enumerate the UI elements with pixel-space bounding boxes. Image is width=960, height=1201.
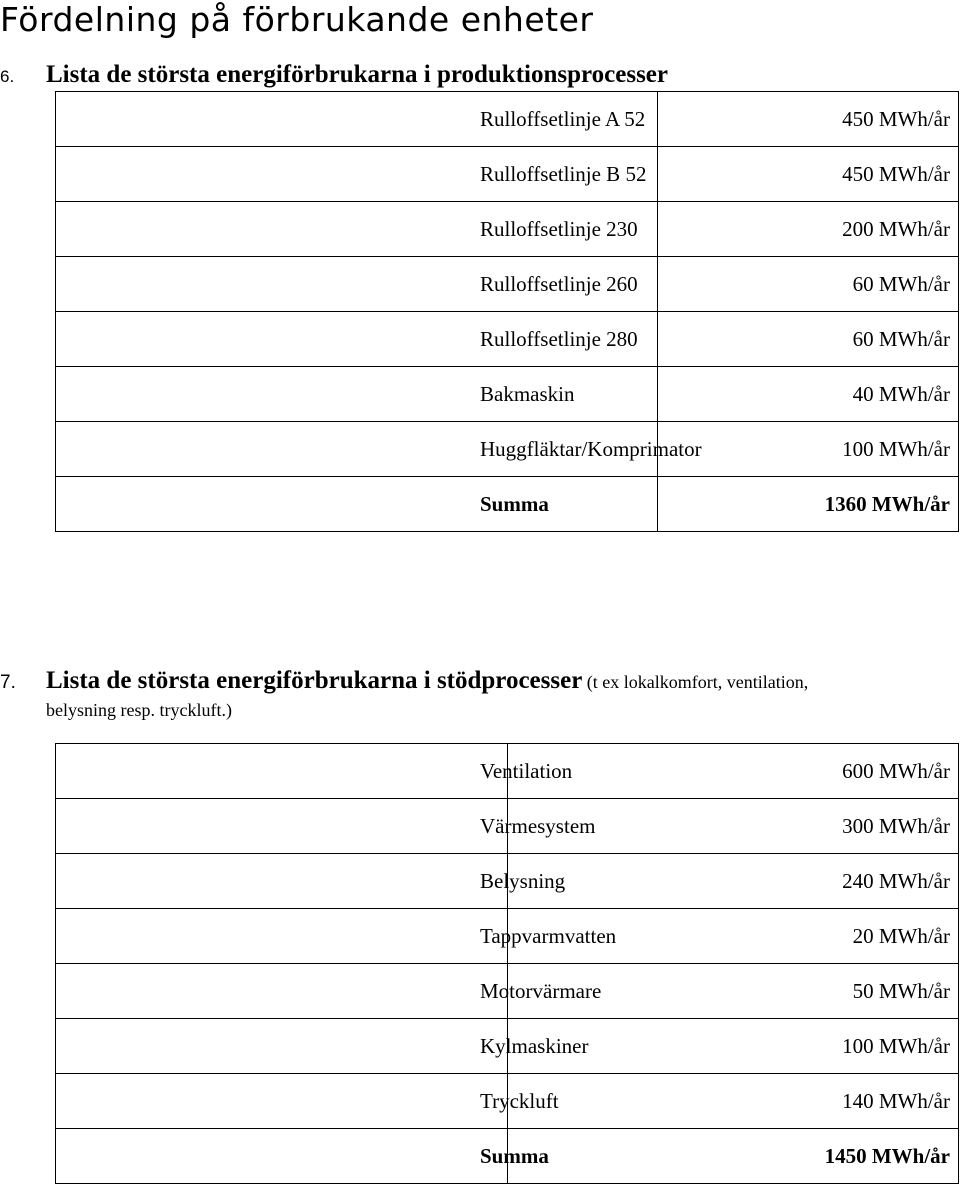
table-row bbox=[56, 1074, 959, 1129]
consumer-value: 300 MWh/år bbox=[507, 799, 959, 854]
table-row bbox=[56, 909, 959, 964]
section-7-number: 7. bbox=[0, 672, 16, 693]
sum-label: Summa bbox=[56, 1129, 508, 1184]
consumer-value: 200 MWh/år bbox=[658, 202, 959, 257]
table-row bbox=[56, 422, 959, 477]
consumer-name: Värmesystem bbox=[56, 799, 508, 854]
section-6-heading bbox=[0, 58, 668, 95]
consumer-value: 100 MWh/år bbox=[658, 422, 959, 477]
page-title: Fördelning på förbrukande enheter bbox=[0, 0, 594, 39]
section-7-note-line1: (t ex lokalkomfort, ventilation, bbox=[586, 672, 809, 692]
section-6-number: 6. bbox=[0, 67, 15, 86]
section-7-note bbox=[582, 672, 808, 692]
table-row bbox=[56, 202, 959, 257]
sum-value: 1450 MWh/år bbox=[507, 1129, 959, 1184]
production-consumers-table bbox=[55, 91, 959, 532]
consumer-value: 60 MWh/år bbox=[658, 257, 959, 312]
section-7-heading bbox=[0, 664, 808, 701]
consumer-name: Motorvärmare bbox=[56, 964, 508, 1019]
table-row bbox=[56, 257, 959, 312]
section-7-note-line2: belysning resp. tryckluft.) bbox=[46, 700, 232, 720]
table-row bbox=[56, 312, 959, 367]
sum-value: 1360 MWh/år bbox=[658, 477, 959, 532]
consumer-name: Rulloffsetlinje 260 bbox=[56, 257, 658, 312]
consumer-value: 450 MWh/år bbox=[658, 92, 959, 147]
consumer-value: 40 MWh/år bbox=[658, 367, 959, 422]
support-consumers-table bbox=[55, 743, 959, 1184]
consumer-value: 600 MWh/år bbox=[507, 744, 959, 799]
consumer-value: 20 MWh/år bbox=[507, 909, 959, 964]
table-row bbox=[56, 744, 959, 799]
sum-row bbox=[56, 1129, 959, 1184]
consumer-name: Tappvarmvatten bbox=[56, 909, 508, 964]
table-row bbox=[56, 799, 959, 854]
consumer-value: 140 MWh/år bbox=[507, 1074, 959, 1129]
consumer-name: Huggfläktar/Komprimator bbox=[56, 422, 658, 477]
consumer-name: Belysning bbox=[56, 854, 508, 909]
consumer-value: 450 MWh/år bbox=[658, 147, 959, 202]
section-6-title: Lista de största energiförbrukarna i produktionsprocesser bbox=[46, 61, 668, 88]
sum-label: Summa bbox=[56, 477, 658, 532]
consumer-name: Kylmaskiner bbox=[56, 1019, 508, 1074]
table-row bbox=[56, 367, 959, 422]
consumer-name: Bakmaskin bbox=[56, 367, 658, 422]
consumer-name: Ventilation bbox=[56, 744, 508, 799]
consumer-name: Rulloffsetlinje 280 bbox=[56, 312, 658, 367]
consumer-name: Rulloffsetlinje B 52 bbox=[56, 147, 658, 202]
table-row bbox=[56, 147, 959, 202]
table-row bbox=[56, 92, 959, 147]
consumer-value: 50 MWh/år bbox=[507, 964, 959, 1019]
table-row bbox=[56, 854, 959, 909]
table-row bbox=[56, 1019, 959, 1074]
consumer-value: 240 MWh/år bbox=[507, 854, 959, 909]
consumer-value: 100 MWh/år bbox=[507, 1019, 959, 1074]
consumer-value: 60 MWh/år bbox=[658, 312, 959, 367]
table-row bbox=[56, 964, 959, 1019]
consumer-name: Tryckluft bbox=[56, 1074, 508, 1129]
section-7-title: Lista de största energiförbrukarna i stödprocesser bbox=[46, 667, 583, 694]
consumer-name: Rulloffsetlinje A 52 bbox=[56, 92, 658, 147]
sum-row bbox=[56, 477, 959, 532]
consumer-name: Rulloffsetlinje 230 bbox=[56, 202, 658, 257]
